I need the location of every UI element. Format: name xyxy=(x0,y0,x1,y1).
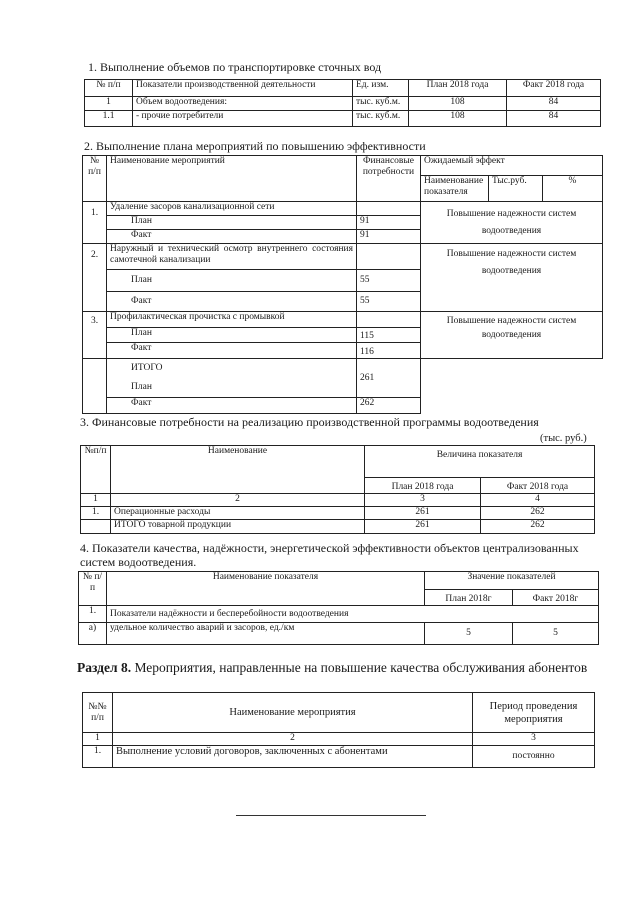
cell-plan: 108 xyxy=(409,97,507,111)
header-fact: Факт 2018 года xyxy=(507,80,601,97)
cell-name: Профилактическая прочистка с промывкой xyxy=(107,312,357,328)
index-row xyxy=(83,733,595,746)
table-header-row xyxy=(81,446,595,478)
section-2-title: 2. Выполнение плана мероприятий по повышению эффективности xyxy=(84,139,426,153)
header-name: Показатели производственной деятельности xyxy=(133,80,353,97)
cell-fact: 5 xyxy=(513,623,599,645)
cell-fin: 55 xyxy=(357,270,421,292)
cell-label: План xyxy=(107,328,357,343)
header-num: № п/п xyxy=(79,572,107,606)
table-header-row xyxy=(79,572,599,590)
cell-fin: 116 xyxy=(357,343,421,359)
section-3-title: 3. Финансовые потребности на реализацию производственной программы водоотведения xyxy=(80,415,539,429)
cell-fin xyxy=(357,244,421,270)
section-8-title xyxy=(77,661,587,675)
cell-name: Операционные расходы xyxy=(111,507,365,520)
cell-label: Факт xyxy=(107,398,357,414)
header-plan: План 2018 года xyxy=(409,80,507,97)
section-3-table xyxy=(80,445,595,534)
cell-fin: 261 xyxy=(357,359,421,398)
table-row xyxy=(79,606,599,623)
cell-num: 1. xyxy=(83,746,113,768)
total-plan-label: План xyxy=(131,382,152,392)
cell-fact: 84 xyxy=(507,97,601,111)
cell-plan: 261 xyxy=(365,507,481,520)
header-unit: Ед. изм. xyxy=(353,80,409,97)
cell-unit: тыс. куб.м. xyxy=(353,111,409,127)
index-cell: 1 xyxy=(81,494,111,507)
unit-label: (тыс. руб.) xyxy=(540,433,587,444)
section-8-heading: Мероприятия, направленные на повышение качества обслуживания абонентов xyxy=(134,660,588,675)
table-row xyxy=(85,97,601,111)
table-row-total xyxy=(83,359,603,398)
cell-effect: Повышение надежности систем водоотведения xyxy=(421,312,603,359)
header-fact: Факт 2018 года xyxy=(481,478,595,494)
cell-name: Объем водоотведения: xyxy=(133,97,353,111)
cell-num: 1. xyxy=(83,202,107,244)
cell-num: 2. xyxy=(83,244,107,312)
cell-fact: 262 xyxy=(481,520,595,534)
table-header-row xyxy=(83,156,603,176)
header-name: Наименование мероприятия xyxy=(113,693,473,733)
cell-num: 1.1 xyxy=(85,111,133,127)
cell-name: Наружный и технический осмотр внутреннего состояния самотечной канализации xyxy=(107,244,357,270)
cell-fin: 55 xyxy=(357,292,421,312)
cell-fin: 115 xyxy=(357,328,421,343)
index-cell: 3 xyxy=(365,494,481,507)
footer-divider xyxy=(236,815,426,816)
cell-fin: 91 xyxy=(357,230,421,244)
section-2-table xyxy=(82,155,603,414)
cell-name: удельное количество аварий и засоров, ед./км xyxy=(107,623,425,645)
header-pct: % xyxy=(543,176,603,202)
index-cell: 3 xyxy=(473,733,595,746)
header-fin: Финансовые потребности xyxy=(357,156,421,202)
header-name: Наименование мероприятий xyxy=(107,156,357,202)
header-value: Величина показателя xyxy=(365,446,595,478)
table-row xyxy=(81,520,595,534)
cell-plan: 5 xyxy=(425,623,513,645)
total-label: ИТОГО xyxy=(131,363,163,373)
cell-name: Выполнение условий договоров, заключенных с абонентами xyxy=(113,746,473,768)
cell-name xyxy=(107,359,357,398)
cell-num xyxy=(83,359,107,414)
cell-name: - прочие потребители xyxy=(133,111,353,127)
table-row xyxy=(85,111,601,127)
header-indicator: Наименование показателя xyxy=(421,176,489,202)
header-name: Наименование показателя xyxy=(107,572,425,606)
cell-name: Показатели надёжности и бесперебойности водоотведения xyxy=(107,606,599,623)
header-value: Значение показателей xyxy=(425,572,599,590)
table-row xyxy=(83,244,603,270)
table-row xyxy=(81,507,595,520)
cell-num: 3. xyxy=(83,312,107,359)
header-name: Наименование xyxy=(111,446,365,494)
table-header-row xyxy=(85,80,601,97)
cell-num: 1. xyxy=(81,507,111,520)
header-plan: План 2018г xyxy=(425,590,513,606)
cell-plan: 261 xyxy=(365,520,481,534)
cell-label: План xyxy=(107,270,357,292)
section-1-table xyxy=(84,79,601,127)
header-rub: Тыс.руб. xyxy=(489,176,543,202)
cell-fact: 84 xyxy=(507,111,601,127)
cell-num: 1. xyxy=(79,606,107,623)
cell-name: Удаление засоров канализационной сети xyxy=(107,202,357,216)
table-row xyxy=(83,746,595,768)
cell-fin: 262 xyxy=(357,398,421,414)
cell-num xyxy=(81,520,111,534)
cell-label: План xyxy=(107,216,357,230)
cell-plan: 108 xyxy=(409,111,507,127)
header-num: №п/п xyxy=(81,446,111,494)
index-cell: 2 xyxy=(111,494,365,507)
header-fact: Факт 2018г xyxy=(513,590,599,606)
header-num: № п/п xyxy=(83,156,107,202)
header-period: Период проведения мероприятия xyxy=(473,693,595,733)
section-8-label: Раздел 8. xyxy=(77,660,132,675)
section-1-title: 1. Выполнение объемов по транспортировке сточных вод xyxy=(88,60,382,74)
cell-unit: тыс. куб.м. xyxy=(353,97,409,111)
cell-effect: Повышение надежности систем водоотведения xyxy=(421,202,603,244)
cell-name: ИТОГО товарной продукции xyxy=(111,520,365,534)
table-header-row xyxy=(83,693,595,733)
header-num: № п/п xyxy=(85,80,133,97)
table-row xyxy=(83,202,603,216)
header-num: №№ п/п xyxy=(83,693,113,733)
index-row xyxy=(81,494,595,507)
cell-empty xyxy=(421,359,603,414)
table-row xyxy=(83,312,603,328)
cell-num: а) xyxy=(79,623,107,645)
cell-period: постоянно xyxy=(473,746,595,768)
cell-fin xyxy=(357,312,421,328)
header-plan: План 2018 года xyxy=(365,478,481,494)
cell-label: Факт xyxy=(107,292,357,312)
index-cell: 1 xyxy=(83,733,113,746)
cell-fin xyxy=(357,202,421,216)
cell-label: Факт xyxy=(107,230,357,244)
cell-effect: Повышение надежности систем водоотведения xyxy=(421,244,603,312)
section-4-title: 4. Показатели качества, надёжности, энергетической эффективности объектов централизованных систем водоотведения. xyxy=(80,541,579,569)
section-4-table xyxy=(78,571,599,645)
cell-fin: 91 xyxy=(357,216,421,230)
header-effect: Ожидаемый эффект xyxy=(421,156,603,176)
cell-label: Факт xyxy=(107,343,357,359)
table-row xyxy=(79,623,599,645)
index-cell: 4 xyxy=(481,494,595,507)
cell-num: 1 xyxy=(85,97,133,111)
index-cell: 2 xyxy=(113,733,473,746)
cell-fact: 262 xyxy=(481,507,595,520)
section-8-table xyxy=(82,692,595,768)
